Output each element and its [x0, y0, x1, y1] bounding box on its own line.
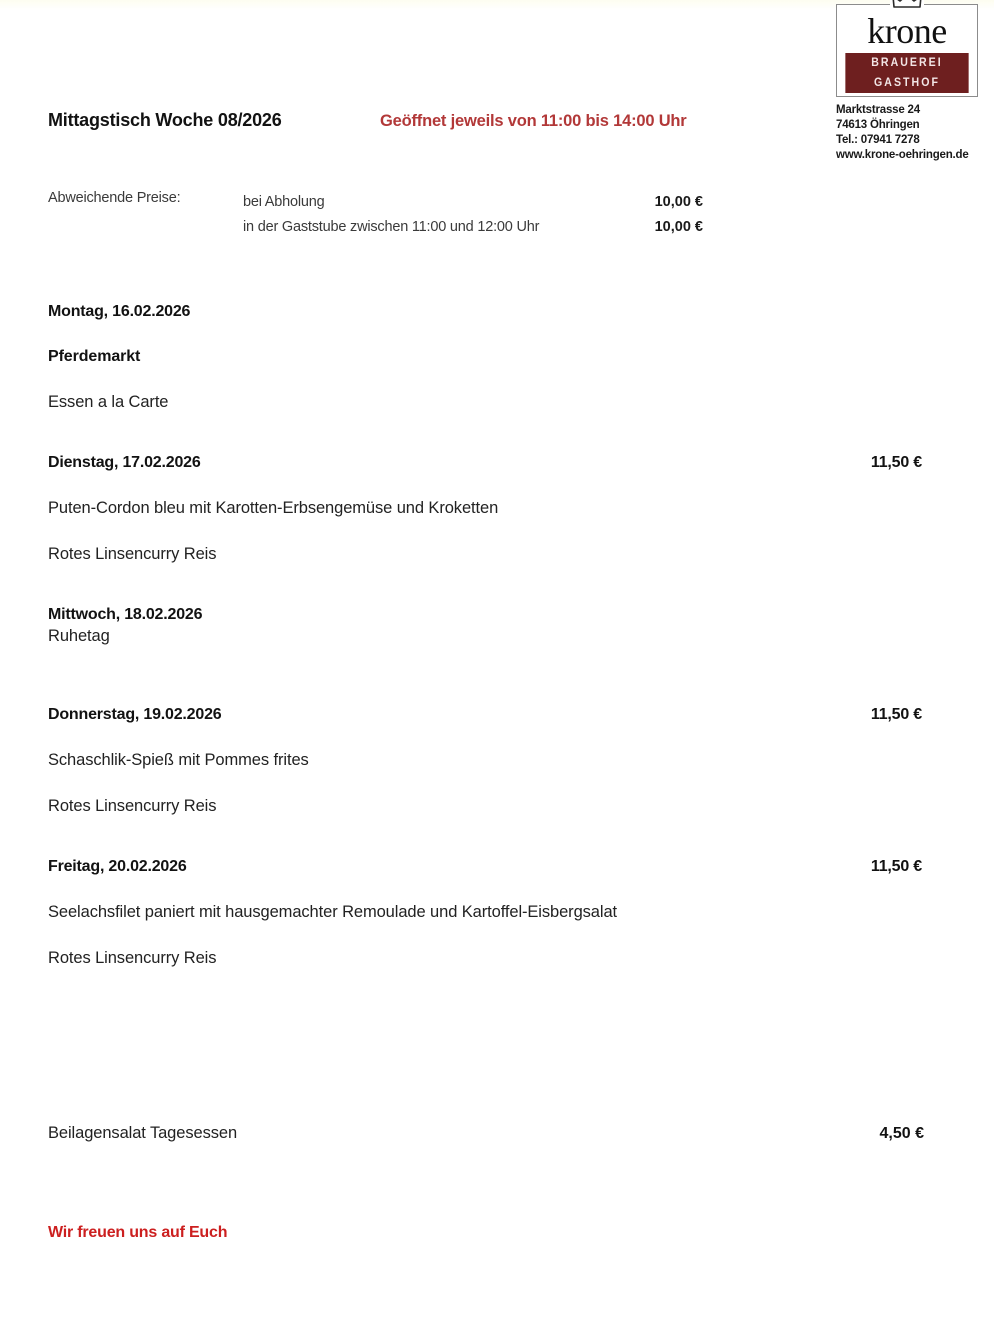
menu-day-entry: [48, 606, 922, 646]
address-line: 74613 Öhringen: [836, 119, 920, 131]
day-name: Montag, 16.02.2026: [48, 303, 191, 320]
closing-message: Wir freuen uns auf Euch: [48, 1224, 228, 1241]
day-name: Donnerstag, 19.02.2026: [48, 706, 222, 723]
day-header: [48, 303, 922, 321]
day-header: [48, 454, 922, 472]
crown-icon: [890, 0, 924, 8]
address-line: Tel.: 07941 7278: [836, 134, 920, 146]
dish-name: Pferdemarkt: [48, 348, 141, 365]
alternate-prices-label: Abweichende Preise:: [48, 190, 181, 206]
dish-name: Essen a la Carte: [48, 393, 169, 411]
alternate-price-text: bei Abholung: [243, 194, 325, 210]
dish-name: Ruhetag: [48, 627, 110, 645]
logo-address: [836, 103, 978, 163]
opening-hours: Geöffnet jeweils von 11:00 bis 14:00 Uhr: [380, 112, 687, 130]
website-line: www.krone-oehringen.de: [836, 149, 969, 161]
restaurant-logo: [836, 4, 978, 163]
logo-wordmark: krone: [867, 11, 947, 51]
menu-day-entry: [48, 858, 922, 968]
page-title: Mittagstisch Woche 08/2026: [48, 110, 282, 130]
menu-header: [48, 110, 748, 131]
weekly-menu-list: [48, 303, 922, 986]
day-header: [48, 606, 922, 624]
day-price: 11,50 €: [870, 858, 922, 875]
dish-name: Puten-Cordon bleu mit Karotten-Erbsengemüse und Kroketten: [48, 499, 499, 517]
logo-card: [836, 4, 978, 97]
day-price: 11,50 €: [870, 706, 922, 723]
alternate-price-value: 10,00 €: [654, 219, 703, 235]
side-salad-label: Beilagensalat Tagesessen: [48, 1124, 238, 1142]
day-header: [48, 858, 922, 876]
day-name: Mittwoch, 18.02.2026: [48, 606, 203, 623]
alternate-price-value: 10,00 €: [654, 194, 703, 210]
address-line: Marktstrasse 24: [836, 104, 920, 116]
dish-name: Schaschlik-Spieß mit Pommes frites: [48, 751, 309, 769]
menu-day-entry: [48, 454, 922, 564]
dish-name: Rotes Linsencurry Reis: [48, 949, 217, 967]
menu-day-entry: [48, 303, 922, 412]
alternate-prices-section: [48, 190, 703, 240]
dish-name: Seelachsfilet paniert mit hausgemachter Remoulade und Kartoffel-Eisbergsalat: [48, 903, 617, 921]
day-header: [48, 706, 922, 724]
alternate-price-row: [243, 190, 703, 215]
day-name: Dienstag, 17.02.2026: [48, 454, 201, 471]
day-price: 11,50 €: [870, 454, 922, 471]
day-name: Freitag, 20.02.2026: [48, 858, 187, 875]
alternate-price-row: [243, 215, 703, 240]
alternate-prices-rows: [243, 190, 703, 240]
dish-name: Rotes Linsencurry Reis: [48, 545, 217, 563]
menu-day-entry: [48, 706, 922, 816]
side-salad-price: 4,50 €: [879, 1125, 924, 1142]
logo-band: BRAUEREI GASTHOF: [845, 53, 968, 93]
alternate-price-text: in der Gaststube zwischen 11:00 und 12:00 Uhr: [243, 219, 540, 235]
dish-name: Rotes Linsencurry Reis: [48, 797, 217, 815]
side-salad-row: [48, 1124, 924, 1143]
